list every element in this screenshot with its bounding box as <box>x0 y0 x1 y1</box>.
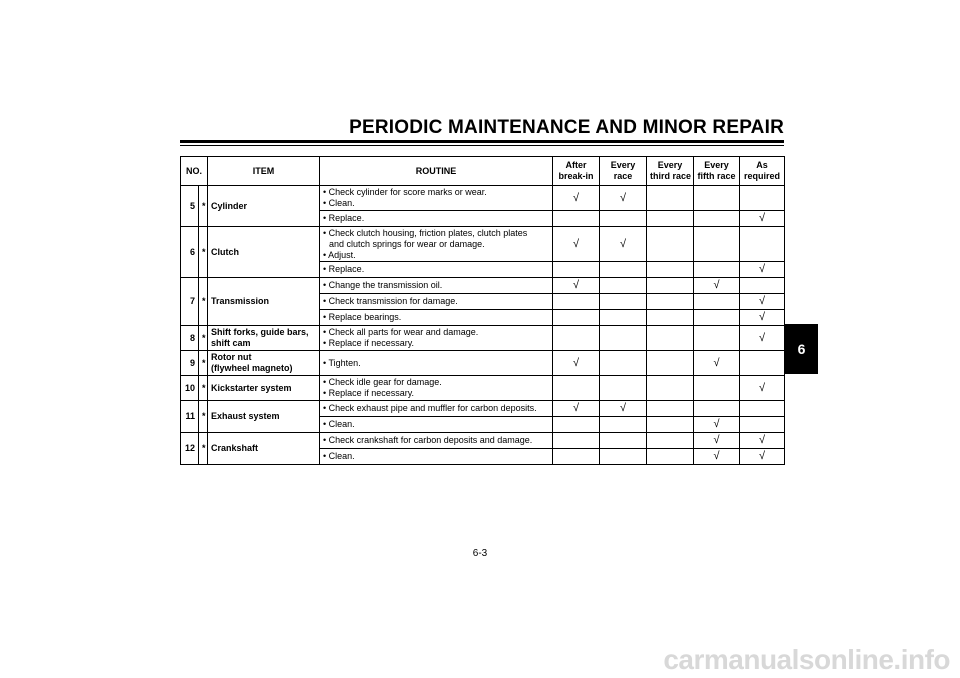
check-mark: √ <box>553 227 600 262</box>
item-number: 5 <box>181 186 199 227</box>
routine-line: • Clean. <box>323 451 355 461</box>
check-mark: √ <box>694 449 740 465</box>
check-mark: √ <box>600 401 647 417</box>
maintenance-table <box>180 156 785 465</box>
header-text: race <box>613 171 633 181</box>
interval-cell <box>740 278 785 294</box>
routine-line: • Adjust. <box>323 249 356 260</box>
header-every-fifth-race <box>694 157 740 186</box>
interval-cell <box>647 433 694 449</box>
check-mark: √ <box>694 417 740 433</box>
header-text: fifth race <box>697 171 736 181</box>
table-row <box>181 433 785 449</box>
item-number: 9 <box>181 351 199 376</box>
routine-line: • Check idle gear for damage. <box>323 377 442 387</box>
table-row <box>181 351 785 376</box>
interval-cell <box>647 294 694 310</box>
chapter-tab: 6 <box>785 324 818 374</box>
interval-cell <box>553 262 600 278</box>
item-number: 11 <box>181 401 199 433</box>
routine-line: • Check clutch housing, friction plates, clutch plates <box>323 227 528 238</box>
header-text: third race <box>650 171 692 181</box>
routine-line: and clutch springs for wear or damage. <box>329 238 485 249</box>
item-name-line: Clutch <box>211 246 240 257</box>
interval-cell <box>553 211 600 227</box>
routine-line: • Check exhaust pipe and muffler for carbon deposits. <box>323 403 537 413</box>
interval-cell <box>553 417 600 433</box>
dealer-service-asterisk: * <box>199 326 208 351</box>
header-every-third-race <box>647 157 694 186</box>
check-mark: √ <box>740 294 785 310</box>
watermark: carmanualsonline.info <box>663 644 950 675</box>
interval-cell <box>600 278 647 294</box>
interval-cell <box>600 310 647 326</box>
interval-cell <box>647 417 694 433</box>
item-number: 12 <box>181 433 199 465</box>
interval-cell <box>647 351 694 376</box>
interval-cell <box>694 211 740 227</box>
interval-cell <box>647 186 694 211</box>
header-routine: ROUTINE <box>320 157 553 186</box>
item-number: 10 <box>181 376 199 401</box>
table-body <box>181 186 785 465</box>
header-text: Every <box>610 160 636 170</box>
item-name-line: Crankshaft <box>211 443 259 453</box>
routine-cell <box>320 326 553 351</box>
dealer-service-asterisk: * <box>199 401 208 433</box>
interval-cell <box>553 376 600 401</box>
routine-line: • Check cylinder for score marks or wear. <box>323 187 487 197</box>
interval-cell <box>647 310 694 326</box>
interval-cell <box>600 294 647 310</box>
check-mark: √ <box>740 449 785 465</box>
interval-cell <box>694 326 740 351</box>
check-mark: √ <box>694 433 740 449</box>
item-number: 6 <box>181 227 199 278</box>
item-name <box>208 401 320 433</box>
title-rule-thin <box>180 145 784 146</box>
routine-line: • Clean. <box>323 198 355 208</box>
interval-cell <box>694 294 740 310</box>
title-rule-thick <box>180 140 784 143</box>
item-name-line: Kickstarter system <box>211 382 292 393</box>
routine-cell <box>320 376 553 401</box>
interval-cell <box>600 433 647 449</box>
routine-cell <box>320 401 553 417</box>
interval-cell <box>600 351 647 376</box>
interval-cell <box>740 186 785 211</box>
item-name-line: (flywheel magneto) <box>211 363 293 373</box>
table-row <box>181 326 785 351</box>
interval-cell <box>694 310 740 326</box>
check-mark: √ <box>740 376 785 401</box>
header-no: NO. <box>181 157 208 186</box>
dealer-service-asterisk: * <box>199 278 208 326</box>
routine-cell <box>320 227 553 262</box>
table-row <box>181 186 785 211</box>
check-mark: √ <box>553 351 600 376</box>
interval-cell <box>694 186 740 211</box>
dealer-service-asterisk: * <box>199 376 208 401</box>
item-name <box>208 227 320 278</box>
interval-cell <box>553 294 600 310</box>
dealer-service-asterisk: * <box>199 351 208 376</box>
check-mark: √ <box>553 278 600 294</box>
check-mark: √ <box>740 211 785 227</box>
check-mark: √ <box>740 262 785 278</box>
header-text: Every <box>657 160 683 170</box>
interval-cell <box>740 351 785 376</box>
interval-cell <box>647 449 694 465</box>
item-number: 7 <box>181 278 199 326</box>
interval-cell <box>694 262 740 278</box>
item-name <box>208 186 320 227</box>
table-row <box>181 278 785 294</box>
item-name-line: shift cam <box>211 338 251 348</box>
interval-cell <box>740 417 785 433</box>
item-name <box>208 433 320 465</box>
item-name <box>208 278 320 326</box>
routine-cell <box>320 351 553 376</box>
routine-cell <box>320 262 553 278</box>
check-mark: √ <box>553 186 600 211</box>
header-text: break-in <box>558 171 594 181</box>
item-name-line: Transmission <box>211 296 270 306</box>
interval-cell <box>600 449 647 465</box>
interval-cell <box>694 376 740 401</box>
routine-line: • Change the transmission oil. <box>323 280 443 290</box>
interval-cell <box>553 310 600 326</box>
header-as-required <box>740 157 785 186</box>
routine-line: • Check crankshaft for carbon deposits and damage. <box>323 435 533 445</box>
item-name-line: Shift forks, guide bars, <box>211 327 309 337</box>
check-mark: √ <box>553 401 600 417</box>
check-mark: √ <box>694 278 740 294</box>
interval-cell <box>647 278 694 294</box>
table-header-row <box>181 157 785 186</box>
routine-cell <box>320 294 553 310</box>
interval-cell <box>647 326 694 351</box>
interval-cell <box>600 417 647 433</box>
routine-line: • Check transmission for damage. <box>323 296 458 306</box>
check-mark: √ <box>740 433 785 449</box>
dealer-service-asterisk: * <box>199 227 208 278</box>
interval-cell <box>600 262 647 278</box>
routine-line: • Replace. <box>323 264 365 274</box>
routine-line: • Clean. <box>323 419 355 429</box>
interval-cell <box>600 211 647 227</box>
interval-cell <box>553 326 600 351</box>
header-every-race <box>600 157 647 186</box>
page-number: 6-3 <box>472 548 488 559</box>
header-text: As <box>756 160 768 170</box>
header-item: ITEM <box>208 157 320 186</box>
dealer-service-asterisk: * <box>199 186 208 227</box>
check-mark: √ <box>694 351 740 376</box>
table-row <box>181 401 785 417</box>
interval-cell <box>740 401 785 417</box>
item-name-line: Exhaust system <box>211 411 280 421</box>
routine-cell <box>320 433 553 449</box>
interval-cell <box>647 376 694 401</box>
page-title: PERIODIC MAINTENANCE AND MINOR REPAIR <box>349 117 784 138</box>
interval-cell <box>553 433 600 449</box>
item-name <box>208 326 320 351</box>
routine-cell <box>320 417 553 433</box>
dealer-service-asterisk: * <box>199 433 208 465</box>
table-row <box>181 376 785 401</box>
item-number: 8 <box>181 326 199 351</box>
routine-line: • Replace. <box>323 213 365 223</box>
interval-cell <box>647 227 694 262</box>
routine-line: • Replace bearings. <box>323 312 402 322</box>
check-mark: √ <box>600 227 647 262</box>
routine-line: • Check all parts for wear and damage. <box>323 327 479 337</box>
header-text: required <box>744 171 781 181</box>
item-name-line: Cylinder <box>211 200 248 211</box>
interval-cell <box>647 262 694 278</box>
interval-cell <box>694 401 740 417</box>
item-name <box>208 351 320 376</box>
item-name <box>208 376 320 401</box>
routine-cell <box>320 211 553 227</box>
check-mark: √ <box>740 326 785 351</box>
routine-line: • Replace if necessary. <box>323 338 415 348</box>
routine-line: • Tighten. <box>323 357 361 368</box>
check-mark: √ <box>600 186 647 211</box>
interval-cell <box>740 227 785 262</box>
item-name-line: Rotor nut <box>211 352 252 362</box>
header-text: After <box>565 160 587 170</box>
routine-cell <box>320 310 553 326</box>
interval-cell <box>600 376 647 401</box>
table-row <box>181 227 785 262</box>
header-after-break-in <box>553 157 600 186</box>
interval-cell <box>647 211 694 227</box>
interval-cell <box>647 401 694 417</box>
routine-cell <box>320 278 553 294</box>
interval-cell <box>694 227 740 262</box>
routine-cell <box>320 186 553 211</box>
routine-cell <box>320 449 553 465</box>
check-mark: √ <box>740 310 785 326</box>
header-text: Every <box>704 160 729 170</box>
interval-cell <box>553 449 600 465</box>
routine-line: • Replace if necessary. <box>323 388 415 398</box>
interval-cell <box>600 326 647 351</box>
